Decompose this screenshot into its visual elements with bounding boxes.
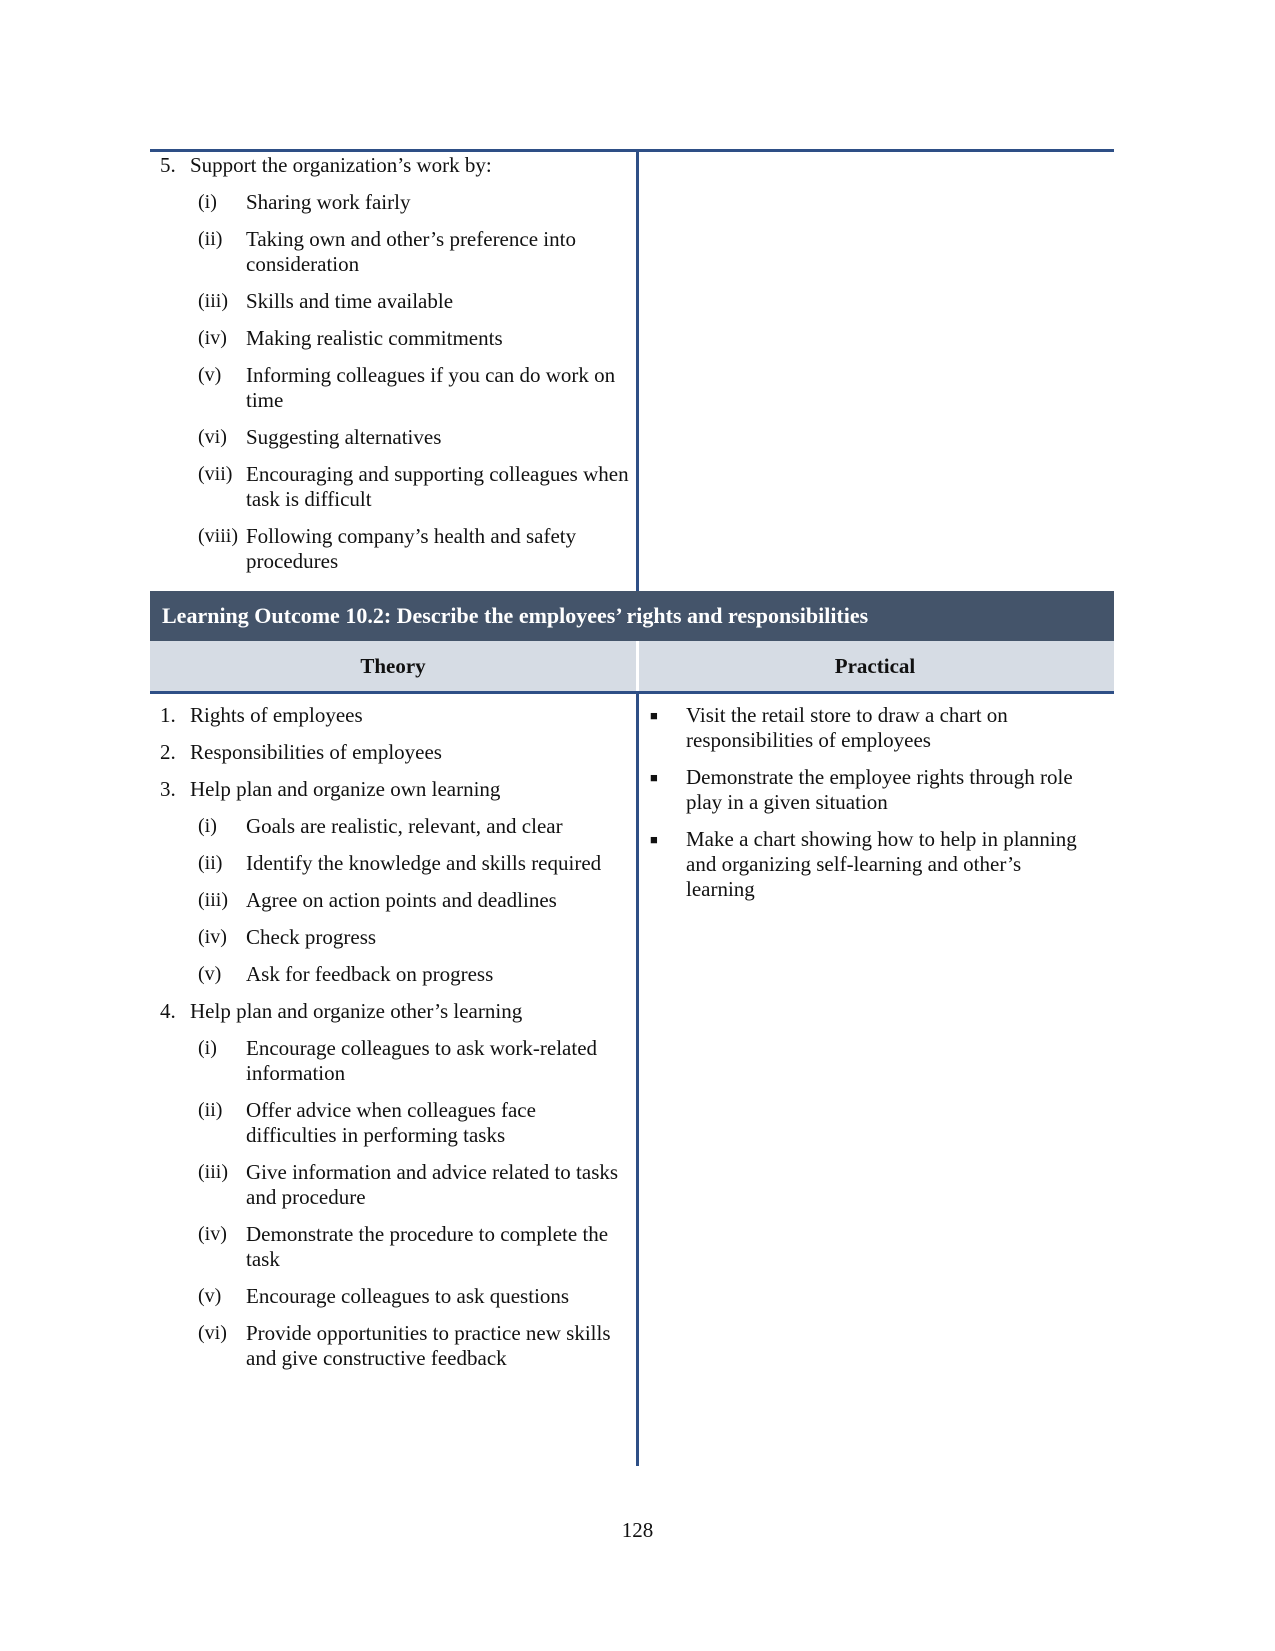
learning-outcome-title: Learning Outcome 10.2: Describe the employees’ rights and responsibilities xyxy=(162,603,869,628)
roman-numeral: (vi) xyxy=(198,426,227,448)
sub-list-item xyxy=(160,462,630,512)
item-number: 3. xyxy=(160,777,176,801)
sub-list-item xyxy=(160,888,630,913)
roman-numeral: (v) xyxy=(198,364,222,386)
item-number: 2. xyxy=(160,740,176,764)
sub-list-item xyxy=(160,326,630,351)
header-bottom-rule xyxy=(150,691,1114,694)
theory-column xyxy=(160,703,630,1383)
sub-item-text: Offer advice when colleagues face difficulties in performing tasks xyxy=(246,1098,536,1147)
roman-numeral: (iii) xyxy=(198,889,228,911)
sub-item-text: Suggesting alternatives xyxy=(246,425,442,449)
sub-list-item xyxy=(160,1222,630,1272)
sub-item-text: Goals are realistic, relevant, and clear xyxy=(246,814,563,838)
bullet-text: Demonstrate the employee rights through role play in a given situation xyxy=(686,765,1073,814)
sub-item-text: Sharing work fairly xyxy=(246,190,411,214)
list-item xyxy=(160,740,630,765)
roman-numeral: (iv) xyxy=(198,327,227,349)
sub-list-item xyxy=(160,925,630,950)
sub-item-text: Making realistic commitments xyxy=(246,326,503,350)
list-item xyxy=(160,153,630,178)
sub-item-text: Following company’s health and safety procedures xyxy=(246,524,577,573)
roman-numeral: (ii) xyxy=(198,228,223,250)
sub-item-text: Check progress xyxy=(246,925,377,949)
sub-list-item xyxy=(160,524,630,574)
sub-list-item xyxy=(160,814,630,839)
roman-numeral: (v) xyxy=(198,963,222,985)
roman-numeral: (i) xyxy=(198,815,217,837)
item-text: Rights of employees xyxy=(190,703,363,727)
roman-numeral: (vii) xyxy=(198,463,233,485)
item-text: Help plan and organize other’s learning xyxy=(190,999,523,1023)
list-item xyxy=(160,703,630,728)
theory-column-continued xyxy=(160,153,630,586)
roman-numeral: (iii) xyxy=(198,290,228,312)
column-divider-bottom xyxy=(636,691,639,1466)
bullet-item xyxy=(648,827,1088,902)
item-number: 5. xyxy=(160,153,176,177)
sub-list-item xyxy=(160,962,630,987)
sub-item-text: Ask for feedback on progress xyxy=(246,962,494,986)
sub-list-item xyxy=(160,1284,630,1309)
roman-numeral: (i) xyxy=(198,1037,217,1059)
list-item xyxy=(160,999,630,1024)
column-divider-top xyxy=(636,149,639,591)
roman-numeral: (ii) xyxy=(198,1099,223,1121)
table-top-rule xyxy=(150,149,1114,152)
sub-list-item xyxy=(160,425,630,450)
item-text: Responsibilities of employees xyxy=(190,740,442,764)
sub-item-text: Identify the knowledge and skills required xyxy=(246,851,602,875)
bullet-item xyxy=(648,765,1088,815)
roman-numeral: (v) xyxy=(198,1285,222,1307)
roman-numeral: (ii) xyxy=(198,852,223,874)
sub-item-text: Encourage colleagues to ask questions xyxy=(246,1284,570,1308)
sub-list-item xyxy=(160,1160,630,1210)
item-text: Help plan and organize own learning xyxy=(190,777,501,801)
sub-list-item xyxy=(160,851,630,876)
sub-item-text: Taking own and other’s preference into consideration xyxy=(246,227,576,276)
item-text: Support the organization’s work by: xyxy=(190,153,492,177)
roman-numeral: (i) xyxy=(198,191,217,213)
bullet-text: Visit the retail store to draw a chart on responsibilities of employees xyxy=(686,703,1008,752)
sub-list-item xyxy=(160,1098,630,1148)
header-divider xyxy=(636,641,639,691)
sub-item-text: Agree on action points and deadlines xyxy=(246,888,557,912)
roman-numeral: (iv) xyxy=(198,926,227,948)
sub-item-text: Informing colleagues if you can do work on time xyxy=(246,363,616,412)
sub-list-item xyxy=(160,227,630,277)
sub-list-item xyxy=(160,190,630,215)
item-number: 1. xyxy=(160,703,176,727)
practical-header xyxy=(636,641,1114,691)
roman-numeral: (iv) xyxy=(198,1223,227,1245)
sub-list-item xyxy=(160,1036,630,1086)
list-item xyxy=(160,777,630,802)
roman-numeral: (viii) xyxy=(198,525,238,547)
sub-item-text: Demonstrate the procedure to complete the task xyxy=(246,1222,609,1271)
roman-numeral: (vi) xyxy=(198,1322,227,1344)
sub-list-item xyxy=(160,1321,630,1371)
item-number: 4. xyxy=(160,999,176,1023)
sub-list-item xyxy=(160,289,630,314)
square-bullet-icon: ■ xyxy=(650,832,658,847)
theory-header-label: Theory xyxy=(360,653,426,678)
square-bullet-icon: ■ xyxy=(650,708,658,723)
bullet-text: Make a chart showing how to help in planning and organizing self-learning and other’s learning xyxy=(686,827,1077,901)
sub-list-item xyxy=(160,363,630,413)
sub-item-text: Provide opportunities to practice new skills and give constructive feedback xyxy=(246,1321,611,1370)
page-number: 128 xyxy=(621,1518,654,1542)
square-bullet-icon: ■ xyxy=(650,770,658,785)
column-header-row xyxy=(150,641,1114,691)
sub-item-text: Give information and advice related to tasks and procedure xyxy=(246,1160,619,1209)
theory-header xyxy=(150,641,636,691)
sub-item-text: Skills and time available xyxy=(246,289,454,313)
sub-item-text: Encouraging and supporting colleagues when task is difficult xyxy=(246,462,629,511)
sub-item-text: Encourage colleagues to ask work-related information xyxy=(246,1036,598,1085)
learning-outcome-banner xyxy=(150,591,1114,641)
practical-column xyxy=(648,703,1088,914)
bullet-item xyxy=(648,703,1088,753)
practical-header-label: Practical xyxy=(834,653,916,678)
roman-numeral: (iii) xyxy=(198,1161,228,1183)
